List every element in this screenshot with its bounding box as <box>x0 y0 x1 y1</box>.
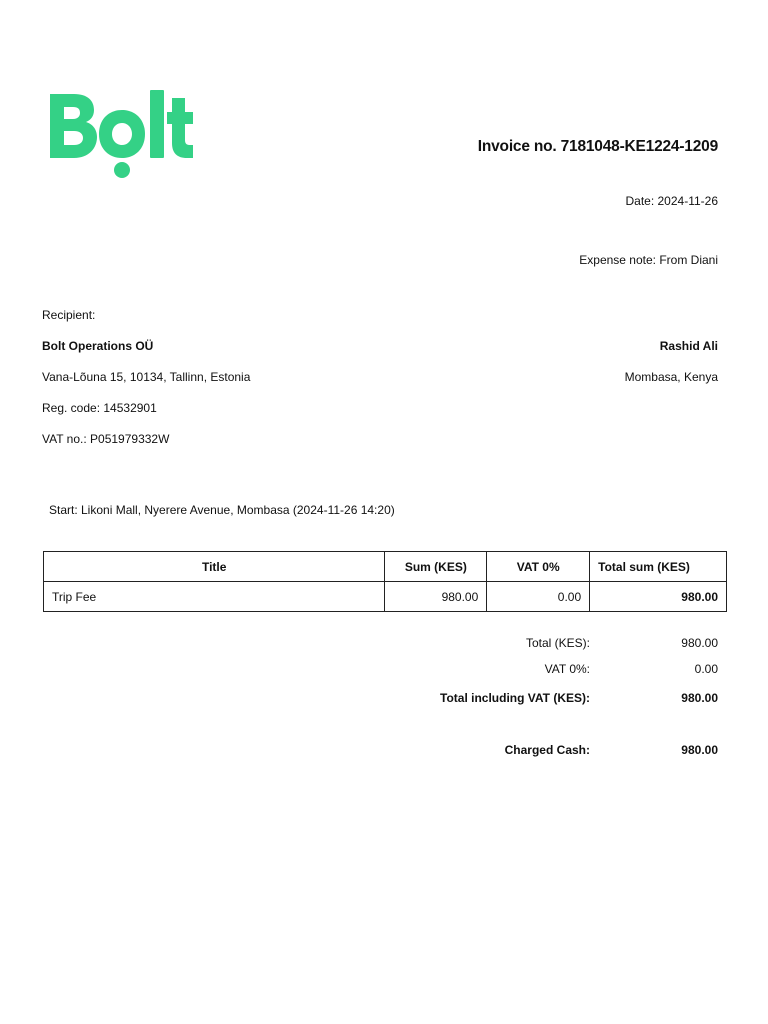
recipient-company: Bolt Operations OÜ <box>42 339 154 353</box>
cell-title: Trip Fee <box>44 582 385 612</box>
recipient-label: Recipient: <box>42 308 96 322</box>
expense-note: Expense note: From Diani <box>579 253 718 267</box>
invoice-date: Date: 2024-11-26 <box>625 194 718 208</box>
incl-vat-label: Total including VAT (KES): <box>440 691 590 705</box>
table-header-row <box>44 552 727 582</box>
charged-label: Charged Cash: <box>504 743 590 757</box>
cell-sum: 980.00 <box>385 582 487 612</box>
items-table <box>43 551 727 612</box>
incl-vat-value: 980.00 <box>681 691 718 705</box>
bolt-logo <box>48 88 194 180</box>
column-header-title: Title <box>44 552 385 582</box>
charged-value: 980.00 <box>681 743 718 757</box>
column-header-vat: VAT 0% <box>487 552 590 582</box>
vat-value: 0.00 <box>694 662 718 676</box>
vat-label: VAT 0%: <box>544 662 590 676</box>
recipient-address: Vana-Lõuna 15, 10134, Tallinn, Estonia <box>42 370 251 384</box>
table-row <box>44 582 727 612</box>
recipient-vat-no: VAT no.: P051979332W <box>42 432 170 446</box>
invoice-title: Invoice no. 7181048-KE1224-1209 <box>477 138 718 155</box>
cell-total: 980.00 <box>590 582 727 612</box>
total-label: Total (KES): <box>525 636 590 650</box>
column-header-total: Total sum (KES) <box>590 552 727 582</box>
driver-location: Mombasa, Kenya <box>624 370 718 384</box>
driver-name: Rashid Ali <box>659 339 718 353</box>
recipient-reg-code: Reg. code: 14532901 <box>42 401 157 415</box>
total-value: 980.00 <box>681 636 718 650</box>
column-header-sum: Sum (KES) <box>385 552 487 582</box>
cell-vat: 0.00 <box>487 582 590 612</box>
trip-start: Start: Likoni Mall, Nyerere Avenue, Mombasa (2024-11-26 14:20) <box>49 503 395 517</box>
